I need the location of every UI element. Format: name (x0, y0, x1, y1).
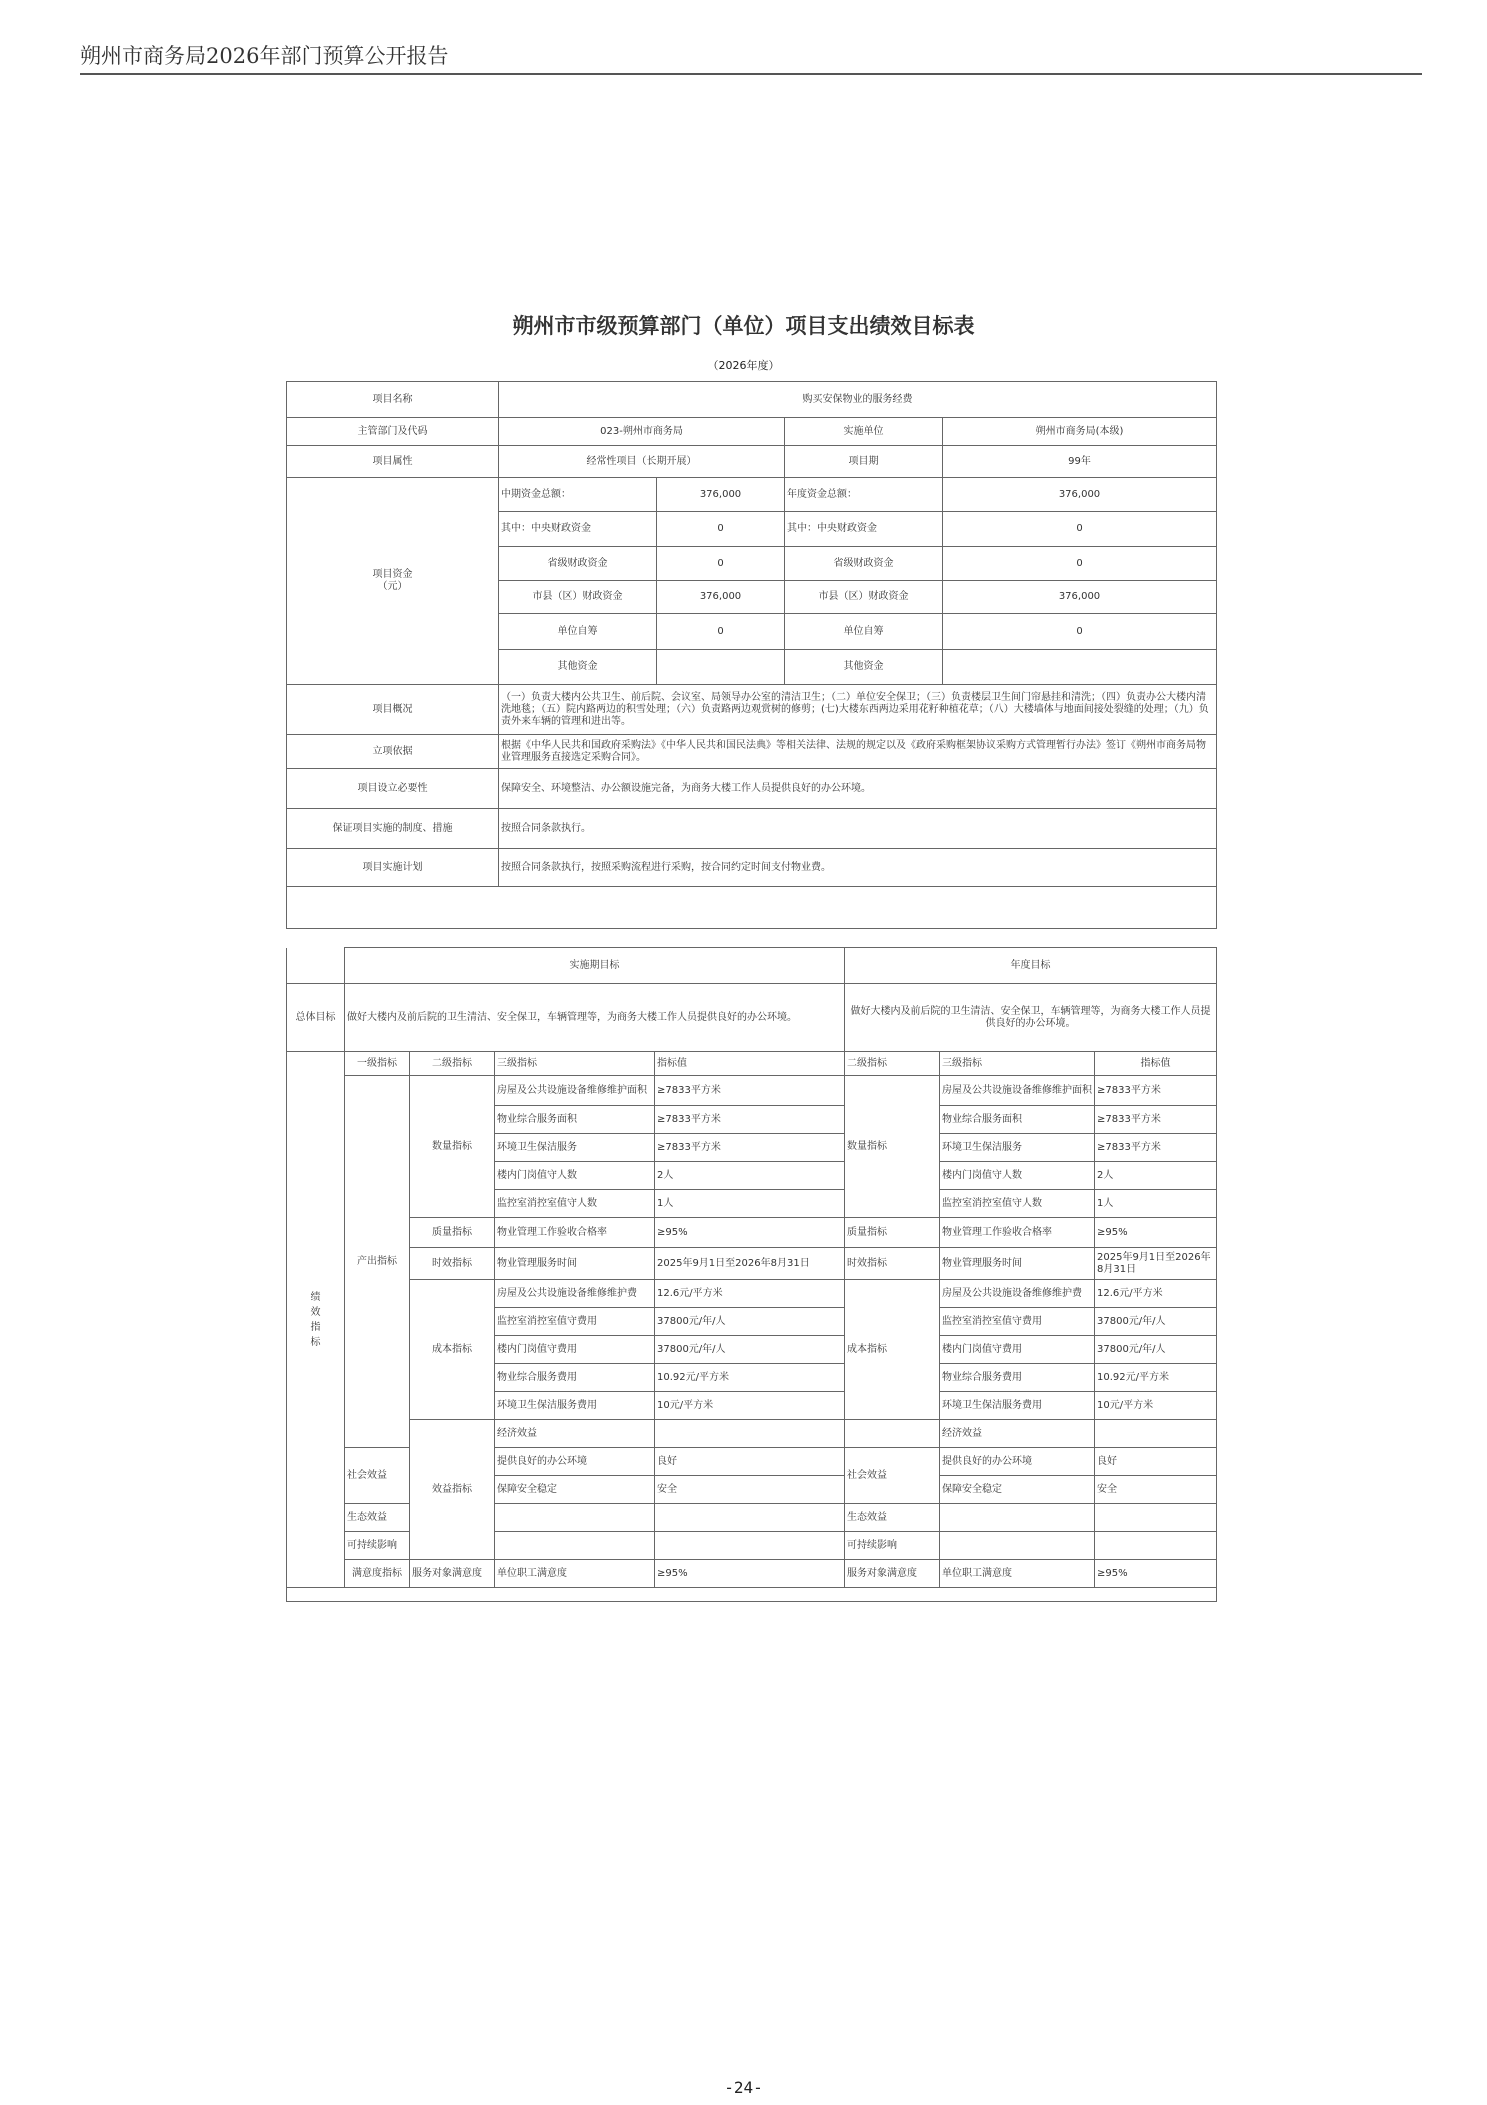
qty-value: 2人 (1095, 1162, 1217, 1190)
cost-name: 监控室消控室值守费用 (940, 1308, 1095, 1336)
plan-text: 按照合同条款执行，按照采购流程进行采购，按合同约定时间支付物业费。 (499, 849, 1217, 887)
time-label: 时效指标 (410, 1248, 495, 1280)
performance-table (286, 947, 1217, 1602)
dept-value: 023-朔州市商务局 (499, 418, 785, 446)
fund-cell: 其他资金 (499, 650, 657, 685)
satisfaction-label: 满意度指标 (345, 1560, 410, 1588)
fund-cell: 单位自筹 (785, 614, 943, 650)
cost-name: 环境卫生保洁服务费用 (940, 1392, 1095, 1420)
fund-cell: 年度资金总额： (785, 478, 943, 512)
cost-value: 10元/平方米 (655, 1392, 845, 1420)
qty-label-annual: 数量指标 (845, 1076, 940, 1218)
cost-name: 物业综合服务费用 (940, 1364, 1095, 1392)
attr-value: 经常性项目（长期开展） (499, 446, 785, 478)
cost-name: 环境卫生保洁服务费用 (495, 1392, 655, 1420)
col-header: 二级指标 (845, 1052, 940, 1076)
project-name: 购买安保物业的服务经费 (499, 382, 1217, 418)
fund-cell: 单位自筹 (499, 614, 657, 650)
fund-cell: 376,000 (943, 478, 1217, 512)
overall-goal-period: 做好大楼内及前后院的卫生清洁、安全保卫，车辆管理等，为商务大楼工作人员提供良好的办公环境。 (345, 984, 845, 1052)
cost-value: 37800元/年/人 (1095, 1308, 1217, 1336)
qty-name: 楼内门岗值守人数 (940, 1162, 1095, 1190)
label-project-name: 项目名称 (287, 382, 499, 418)
cost-value: 12.6元/平方米 (1095, 1280, 1217, 1308)
fund-cell: 省级财政资金 (499, 547, 657, 581)
cost-label: 成本指标 (410, 1280, 495, 1420)
qty-name: 环境卫生保洁服务 (940, 1134, 1095, 1162)
output-indicator-label: 产出指标 (345, 1076, 410, 1448)
fund-cell: 市县（区）财政资金 (499, 581, 657, 614)
social-value: 安全 (655, 1476, 845, 1504)
label-plan: 项目实施计划 (287, 849, 499, 887)
qty-value: ≥7833平方米 (1095, 1106, 1217, 1134)
header-divider (80, 73, 1422, 75)
cost-label-annual: 成本指标 (845, 1280, 940, 1420)
col-header: 三级指标 (940, 1052, 1095, 1076)
col-header: 一级指标 (345, 1052, 410, 1076)
label-period: 项目期 (785, 446, 943, 478)
label-impl: 实施单位 (785, 418, 943, 446)
project-info-table (286, 381, 1217, 929)
col-header: 指标值 (1095, 1052, 1217, 1076)
sustain-label-annual: 可持续影响 (845, 1532, 940, 1560)
label-attr: 项目属性 (287, 446, 499, 478)
cost-name: 房屋及公共设施设备维修维护费 (495, 1280, 655, 1308)
qty-value: ≥7833平方米 (1095, 1134, 1217, 1162)
social-value: 良好 (655, 1448, 845, 1476)
satisfaction-name: 单位职工满意度 (940, 1560, 1095, 1588)
qty-value: 2人 (655, 1162, 845, 1190)
satisfaction-value: ≥95% (1095, 1560, 1217, 1588)
fund-cell: 0 (657, 512, 785, 547)
fund-cell (657, 650, 785, 685)
fund-cell: 0 (943, 614, 1217, 650)
qty-name: 环境卫生保洁服务 (495, 1134, 655, 1162)
fund-cell: 376,000 (943, 581, 1217, 614)
fund-cell: 其中：中央财政资金 (785, 512, 943, 547)
social-name: 保障安全稳定 (940, 1476, 1095, 1504)
impl-value: 朔州市商务局(本级) (943, 418, 1217, 446)
qty-name: 监控室消控室值守人数 (495, 1190, 655, 1218)
overall-goal-label: 总体目标 (287, 984, 345, 1052)
time-value: 2025年9月1日至2026年8月31日 (655, 1248, 845, 1280)
need-text: 保障安全、环境整洁、办公额设施完备，为商务大楼工作人员提供良好的办公环境。 (499, 769, 1217, 809)
qty-name: 监控室消控室值守人数 (940, 1190, 1095, 1218)
fund-cell: 省级财政资金 (785, 547, 943, 581)
qty-name: 房屋及公共设施设备维修维护面积 (495, 1076, 655, 1106)
quality-label-annual: 质量指标 (845, 1218, 940, 1248)
fund-cell (943, 650, 1217, 685)
label-need: 项目设立必要性 (287, 769, 499, 809)
cost-name: 物业综合服务费用 (495, 1364, 655, 1392)
qty-value: ≥7833平方米 (655, 1106, 845, 1134)
quality-value: ≥95% (1095, 1218, 1217, 1248)
satisfaction-name: 单位职工满意度 (495, 1560, 655, 1588)
quality-value: ≥95% (655, 1218, 845, 1248)
label-overview: 项目概况 (287, 685, 499, 735)
label-measure: 保证项目实施的制度、措施 (287, 809, 499, 849)
fund-cell: 0 (657, 614, 785, 650)
qty-name: 房屋及公共设施设备维修维护面积 (940, 1076, 1095, 1106)
qty-value: ≥7833平方米 (655, 1076, 845, 1106)
social-value: 良好 (1095, 1448, 1217, 1476)
social-name: 提供良好的办公环境 (940, 1448, 1095, 1476)
social-label-annual: 社会效益 (845, 1448, 940, 1504)
fund-cell: 0 (943, 512, 1217, 547)
page-title: 朔州市市级预算部门（单位）项目支出绩效目标表 (512, 314, 975, 338)
page-number: -24- (724, 2078, 763, 2097)
cost-value: 10.92元/平方米 (1095, 1364, 1217, 1392)
eco-label-annual: 生态效益 (845, 1504, 940, 1532)
satisfaction-sub-label: 服务对象满意度 (410, 1560, 495, 1588)
fund-cell: 0 (943, 547, 1217, 581)
econ-label: 经济效益 (495, 1420, 655, 1448)
qty-label: 数量指标 (410, 1076, 495, 1218)
fund-cell: 376,000 (657, 478, 785, 512)
time-name: 物业管理服务时间 (495, 1248, 655, 1280)
perf-indicator-label: 绩 效 指 标 (287, 1052, 345, 1588)
qty-value: 1人 (1095, 1190, 1217, 1218)
fund-cell: 市县（区）财政资金 (785, 581, 943, 614)
social-value: 安全 (1095, 1476, 1217, 1504)
period-goal-header: 实施期目标 (345, 948, 845, 984)
fund-cell: 中期资金总额： (499, 478, 657, 512)
cost-value: 37800元/年/人 (1095, 1336, 1217, 1364)
col-header: 三级指标 (495, 1052, 655, 1076)
label-dept: 主管部门及代码 (287, 418, 499, 446)
social-name: 保障安全稳定 (495, 1476, 655, 1504)
qty-name: 楼内门岗值守人数 (495, 1162, 655, 1190)
time-name: 物业管理服务时间 (940, 1248, 1095, 1280)
sustain-label: 可持续影响 (345, 1532, 410, 1560)
qty-value: ≥7833平方米 (655, 1134, 845, 1162)
col-header: 二级指标 (410, 1052, 495, 1076)
quality-name: 物业管理工作验收合格率 (940, 1218, 1095, 1248)
social-name: 提供良好的办公环境 (495, 1448, 655, 1476)
fund-cell: 其中：中央财政资金 (499, 512, 657, 547)
quality-label: 质量指标 (410, 1218, 495, 1248)
cost-value: 37800元/年/人 (655, 1336, 845, 1364)
cost-name: 楼内门岗值守费用 (495, 1336, 655, 1364)
cost-value: 10.92元/平方米 (655, 1364, 845, 1392)
table-footer-row (287, 1588, 1217, 1602)
fund-cell: 其他资金 (785, 650, 943, 685)
benefit-label: 效益指标 (410, 1420, 495, 1560)
period-value: 99年 (943, 446, 1217, 478)
page-header: 朔州市商务局2026年部门预算公开报告 (80, 44, 449, 68)
measure-text: 按照合同条款执行。 (499, 809, 1217, 849)
qty-value: 1人 (655, 1190, 845, 1218)
qty-name: 物业综合服务面积 (940, 1106, 1095, 1134)
cost-value: 10元/平方米 (1095, 1392, 1217, 1420)
satisfaction-value: ≥95% (655, 1560, 845, 1588)
col-header: 指标值 (655, 1052, 845, 1076)
qty-name: 物业综合服务面积 (495, 1106, 655, 1134)
eco-label: 生态效益 (345, 1504, 410, 1532)
overview-text: （一）负责大楼内公共卫生、前后院、会议室、局领导办公室的清洁卫生；（二）单位安全保卫；（三）负责楼层卫生间门帘悬挂和清洗；（四）负责办公大楼内清洗地毯；（五）院内路两边的积雪处理；（六）负责路两边观赏树的修剪；(七)大楼东西两边采用花籽种植花草；（八）大楼墙体与地面间接处裂缝的处理；（九）负责外来车辆的管理和进出等。 (499, 685, 1217, 735)
cost-value: 37800元/年/人 (655, 1308, 845, 1336)
fund-cell: 376,000 (657, 581, 785, 614)
social-label: 社会效益 (345, 1448, 410, 1504)
qty-value: ≥7833平方米 (1095, 1076, 1217, 1106)
quality-name: 物业管理工作验收合格率 (495, 1218, 655, 1248)
time-label-annual: 时效指标 (845, 1248, 940, 1280)
report-year: （2026年度） (707, 359, 780, 372)
fund-cell: 0 (657, 547, 785, 581)
cost-value: 12.6元/平方米 (655, 1280, 845, 1308)
cost-name: 监控室消控室值守费用 (495, 1308, 655, 1336)
satisfaction-sub-label-annual: 服务对象满意度 (845, 1560, 940, 1588)
cost-name: 楼内门岗值守费用 (940, 1336, 1095, 1364)
overall-goal-annual: 做好大楼内及前后院的卫生清洁、安全保卫，车辆管理等，为商务大楼工作人员提供良好的办公环境。 (845, 984, 1217, 1052)
basis-text: 根据《中华人民共和国政府采购法》《中华人民共和国民法典》等相关法律、法规的规定以及《政府采购框架协议采购方式管理暂行办法》签订《朔州市商务局物业管理服务直接选定采购合同》。 (499, 735, 1217, 769)
label-fund: 项目资金 （元） (287, 478, 499, 685)
econ-label-annual: 经济效益 (940, 1420, 1095, 1448)
cost-name: 房屋及公共设施设备维修维护费 (940, 1280, 1095, 1308)
annual-goal-header: 年度目标 (845, 948, 1217, 984)
label-basis: 立项依据 (287, 735, 499, 769)
spacer-row (287, 887, 1217, 929)
time-value: 2025年9月1日至2026年8月31日 (1095, 1248, 1217, 1280)
